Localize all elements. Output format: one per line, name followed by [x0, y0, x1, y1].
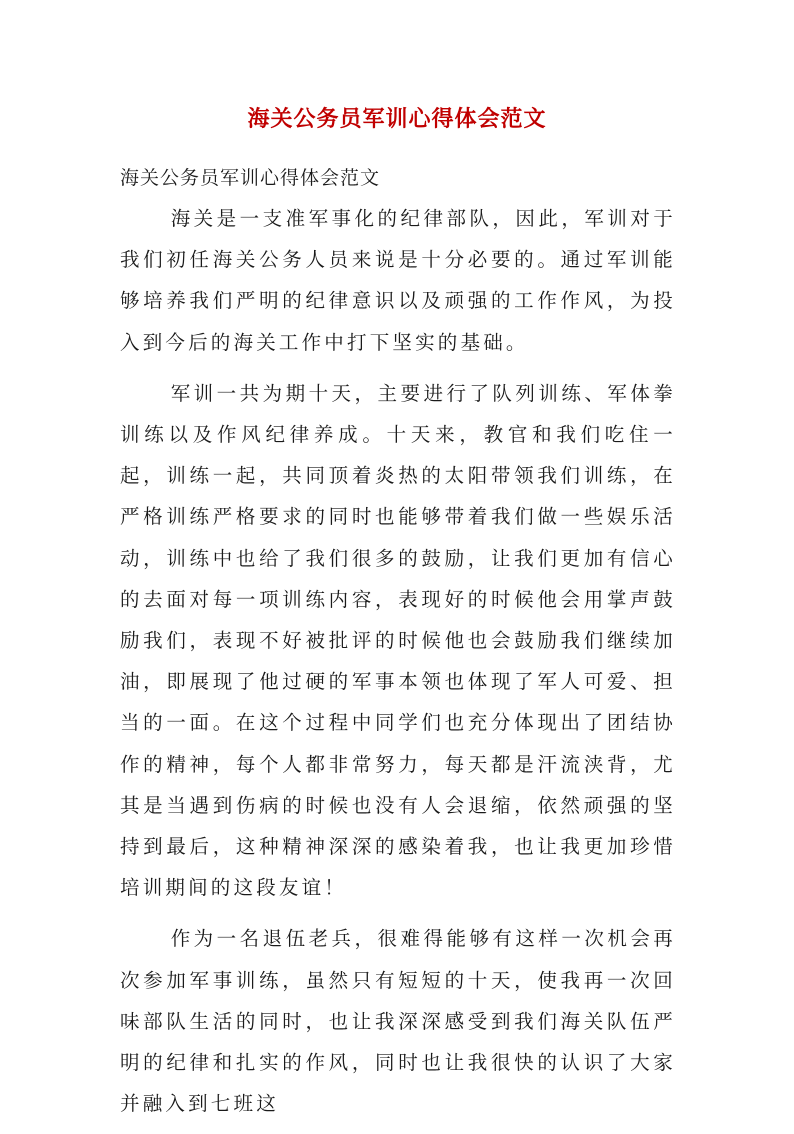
document-body [120, 198, 676, 1134]
paragraph-1: 海关是一支准军事化的纪律部队，因此，军训对于我们初任海关公务人员来说是十分必要的。通过军训能够培养我们严明的纪律意识以及顽强的工作作风，为投入到今后的海关工作中打下坚实的基础。 [120, 207, 676, 354]
page-title: 海关公务员军训心得体会范文 [247, 106, 547, 132]
paragraph-2: 军训一共为期十天，主要进行了队列训练、军体拳训练以及作风纪律养成。十天来，教官和我们吃住一起，训练一起，共同顶着炎热的太阳带领我们训练，在严格训练严格要求的同时也能够带着我们做一些娱乐活动，训练中也给了我们很多的鼓励，让我们更加有信心的去面对每一项训练内容，表现好的时候他会用掌声鼓励我们，表现不好被批评的时候他也会鼓励我们继续加油，即展现了他过硬的军事本领也体现了军人可爱、担当的一面。在这个过程中同学们也充分体现出了团结协作的精神，每个人都非常努力，每天都是汗流浃背，尤其是当遇到伤病的时候也没有人会退缩，依然顽强的坚持到最后，这种精神深深的感染着我，也让我更加珍惜培训期间的这段友谊！ [120, 381, 676, 900]
document-subtitle: 海关公务员军训心得体会范文 [120, 167, 381, 189]
paragraph-3: 作为一名退伍老兵，很难得能够有这样一次机会再次参加军事训练，虽然只有短短的十天，使我再一次回味部队生活的同时，也让我深深感受到我们海关队伍严明的纪律和扎实的作风，同时也让我很快的认识了大家并融入到七班这 [120, 927, 676, 1116]
